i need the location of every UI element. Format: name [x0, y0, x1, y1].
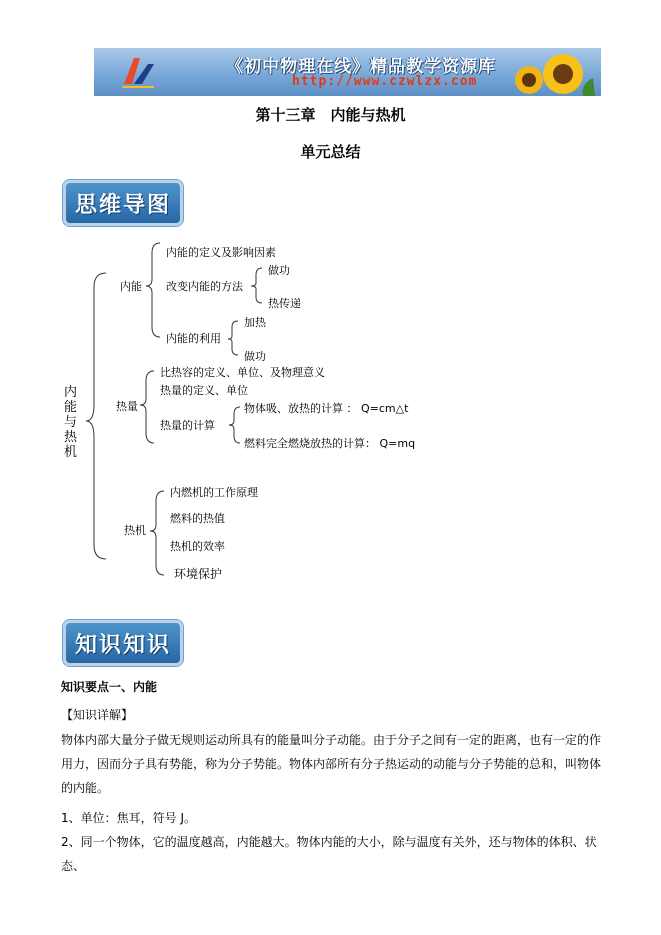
unit-subtitle: 单元总结: [300, 143, 361, 161]
knowledge-section-badge: 知识知识: [63, 620, 183, 666]
branch-item: 热量的计算: [160, 419, 215, 432]
chapter-title: 第十三章 内能与热机: [255, 106, 406, 124]
branch-item: 内燃机的工作原理: [170, 486, 258, 499]
header-banner: [94, 48, 601, 96]
mindmap-section-badge: 思维导图: [63, 180, 183, 226]
branch-item: 热量的定义、单位: [160, 384, 248, 397]
banner-title: 《初中物理在线》精品教学资源库: [226, 57, 496, 77]
leaf-item: 燃料完全燃烧放热的计算： Q=mq: [244, 437, 416, 450]
leaf-item: 加热: [244, 316, 266, 329]
branch-label: 内能: [120, 280, 142, 293]
banner-url: http://www.czwlzx.com: [292, 74, 478, 89]
list-item: 1、单位：焦耳，符号 J。: [61, 811, 196, 825]
branch-item: 改变内能的方法: [166, 280, 243, 293]
branch-label: 热机: [124, 524, 146, 537]
site-logo: [118, 54, 158, 90]
leaf-item: 做功: [244, 350, 266, 363]
leaf-item: 物体吸、放热的计算 ： Q=cm△t: [244, 402, 409, 415]
branch-item: 环境保护: [174, 567, 223, 581]
branch-item: 内能的定义及影响因素: [166, 246, 276, 259]
branch-item: 热机的效率: [170, 540, 225, 553]
body-paragraph: 物体内部大量分子做无规则运动所具有的能量叫分子动能。由于分子之间有一定的距离，也有一定的作用力，因而分子具有势能，称为分子势能。物体内部所有分子热运动的动能与分子势能的总和，叫物体的内能。: [61, 733, 602, 795]
mindmap-root: 内能与热机: [64, 385, 78, 460]
branch-item: 燃料的热值: [170, 512, 225, 525]
knowledge-point-heading: 知识要点一、内能: [61, 680, 158, 694]
mind-map: [0, 235, 661, 585]
sunflower-image: [503, 50, 595, 96]
branch-item: 比热容的定义、单位、及物理意义: [160, 366, 325, 379]
branch-item: 内能的利用: [166, 332, 221, 345]
leaf-item: 热传递: [268, 297, 301, 310]
list-item: 2、同一个物体，它的温度越高，内能越大。物体内能的大小，除与温度有关外，还与物体的体积、状态、: [61, 835, 597, 873]
leaf-item: 做功: [268, 264, 290, 277]
branch-label: 热量: [116, 400, 138, 413]
knowledge-detail-label: 【知识详解】: [61, 708, 134, 722]
